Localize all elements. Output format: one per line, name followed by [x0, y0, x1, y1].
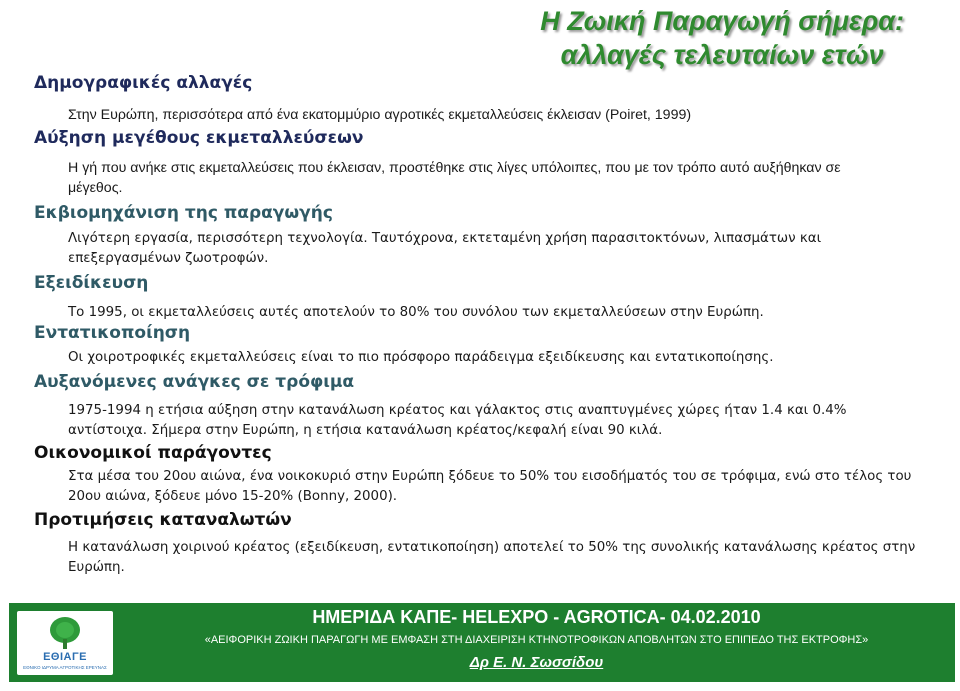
heading-farm-size-increase: Αύξηση μεγέθους εκμεταλλεύσεων [34, 128, 364, 148]
text-demographic-changes: Στην Ευρώπη, περισσότερα από ένα εκατομμύριο αγροτικές εκμεταλλεύσεις έκλεισαν (Poiret, 1999) [68, 107, 692, 123]
footer-author: Δρ Ε. Ν. Σωσσίδου [469, 654, 604, 671]
logo-subtext: ΕΘΝΙΚΟ ΙΔΡΥΜΑ ΑΓΡΟΤΙΚΗΣ ΕΡΕΥΝΑΣ [23, 665, 107, 670]
heading-economic-factors: Οικονομικοί παράγοντες [34, 443, 272, 463]
text-specialization: Το 1995, οι εκμεταλλεύσεις αυτές αποτελούν το 80% του συνόλου των εκμεταλλεύσεων στην Ευρώπη. [68, 305, 764, 320]
heading-specialization: Εξειδίκευση [34, 273, 149, 293]
heading-demographic-changes: Δημογραφικές αλλαγές [34, 73, 253, 93]
heading-industrialization: Εκβιομηχάνιση της παραγωγής [34, 203, 333, 223]
text-industrialization: Λιγότερη εργασία, περισσότερη τεχνολογία. Ταυτόχρονα, εκτεταμένη χρήση παρασιτοκτόνων, λιπασμάτων και επεξεργασμένων ζωοτροφών. [68, 231, 822, 266]
text-economic-factors: Στα μέσα του 20ου αιώνα, ένα νοικοκυριό στην Ευρώπη ξόδευε το 50% του εισοδήματός του σε τρόφιμα, ενώ στο τέλος του 20ου αιώνα, ξόδευε μόνο 15-20% (Bonny, 2000). [68, 469, 912, 504]
slide-title-line-1: Η Ζωική Παραγωγή σήμερα: [540, 6, 904, 36]
footer-event-title: ΗΜΕΡΙΔΑ ΚΑΠΕ- HELEXPO - AGROTICA- 04.02.2010 [312, 607, 761, 627]
tree-icon [47, 615, 83, 651]
heading-food-demand: Αυξανόμενες ανάγκες σε τρόφιμα [34, 372, 355, 392]
heading-consumer-preferences: Προτιμήσεις καταναλωτών [34, 510, 292, 530]
footer-event-subtitle: «ΑΕΙΦΟΡΙΚΗ ΖΩΙΚΗ ΠΑΡΑΓΩΓΗ ΜΕ ΕΜΦΑΣΗ ΣΤΗ ΔΙΑΧΕΙΡΙΣΗ ΚΤΗΝΟΤΡΟΦΙΚΩΝ ΑΠΟΒΛΗΤΩΝ ΣΤΟ ΕΠΙΠΕΔΟ ΤΗΣ ΕΚΤΡΟΦΗΣ» [204, 634, 869, 646]
nagref-logo [17, 611, 113, 675]
text-consumer-preferences: Η κατανάλωση χοιρινού κρέατος (εξειδίκευση, εντατικοποίηση) αποτελεί το 50% της συνολικής κατανάλωσης κρέατος στην Ευρώπη. [68, 540, 916, 575]
text-food-demand: 1975-1994 η ετήσια αύξηση στην κατανάλωση κρέατος και γάλακτος στις αναπτυγμένες χώρες ήταν 1.4 και 0.4% αντίστοιχα. Σήμερα στην Ευρώπη, η ετήσια κατανάλωση κρέατος/κεφαλή είναι 90 κιλά. [68, 403, 847, 438]
text-intensification: Οι χοιροτροφικές εκμεταλλεύσεις είναι το πιο πρόσφορο παράδειγμα εξειδίκευσης και εντατικοποίησης. [68, 350, 774, 365]
slide-title [540, 4, 904, 72]
heading-intensification: Εντατικοποίηση [34, 323, 191, 343]
footer-banner [9, 603, 955, 682]
text-farm-size-increase: Η γή που ανήκε στις εκμεταλλεύσεις που έκλεισαν, προστέθηκε στις λίγες υπόλοιπες, που με τον τρόπο αυτό αυξήθηκαν σε μέγεθος. [68, 160, 841, 196]
slide-title-line-2: αλλαγές τελευταίων ετών [560, 40, 884, 70]
logo-text: ΕΘΙΑΓΕ [43, 651, 87, 663]
